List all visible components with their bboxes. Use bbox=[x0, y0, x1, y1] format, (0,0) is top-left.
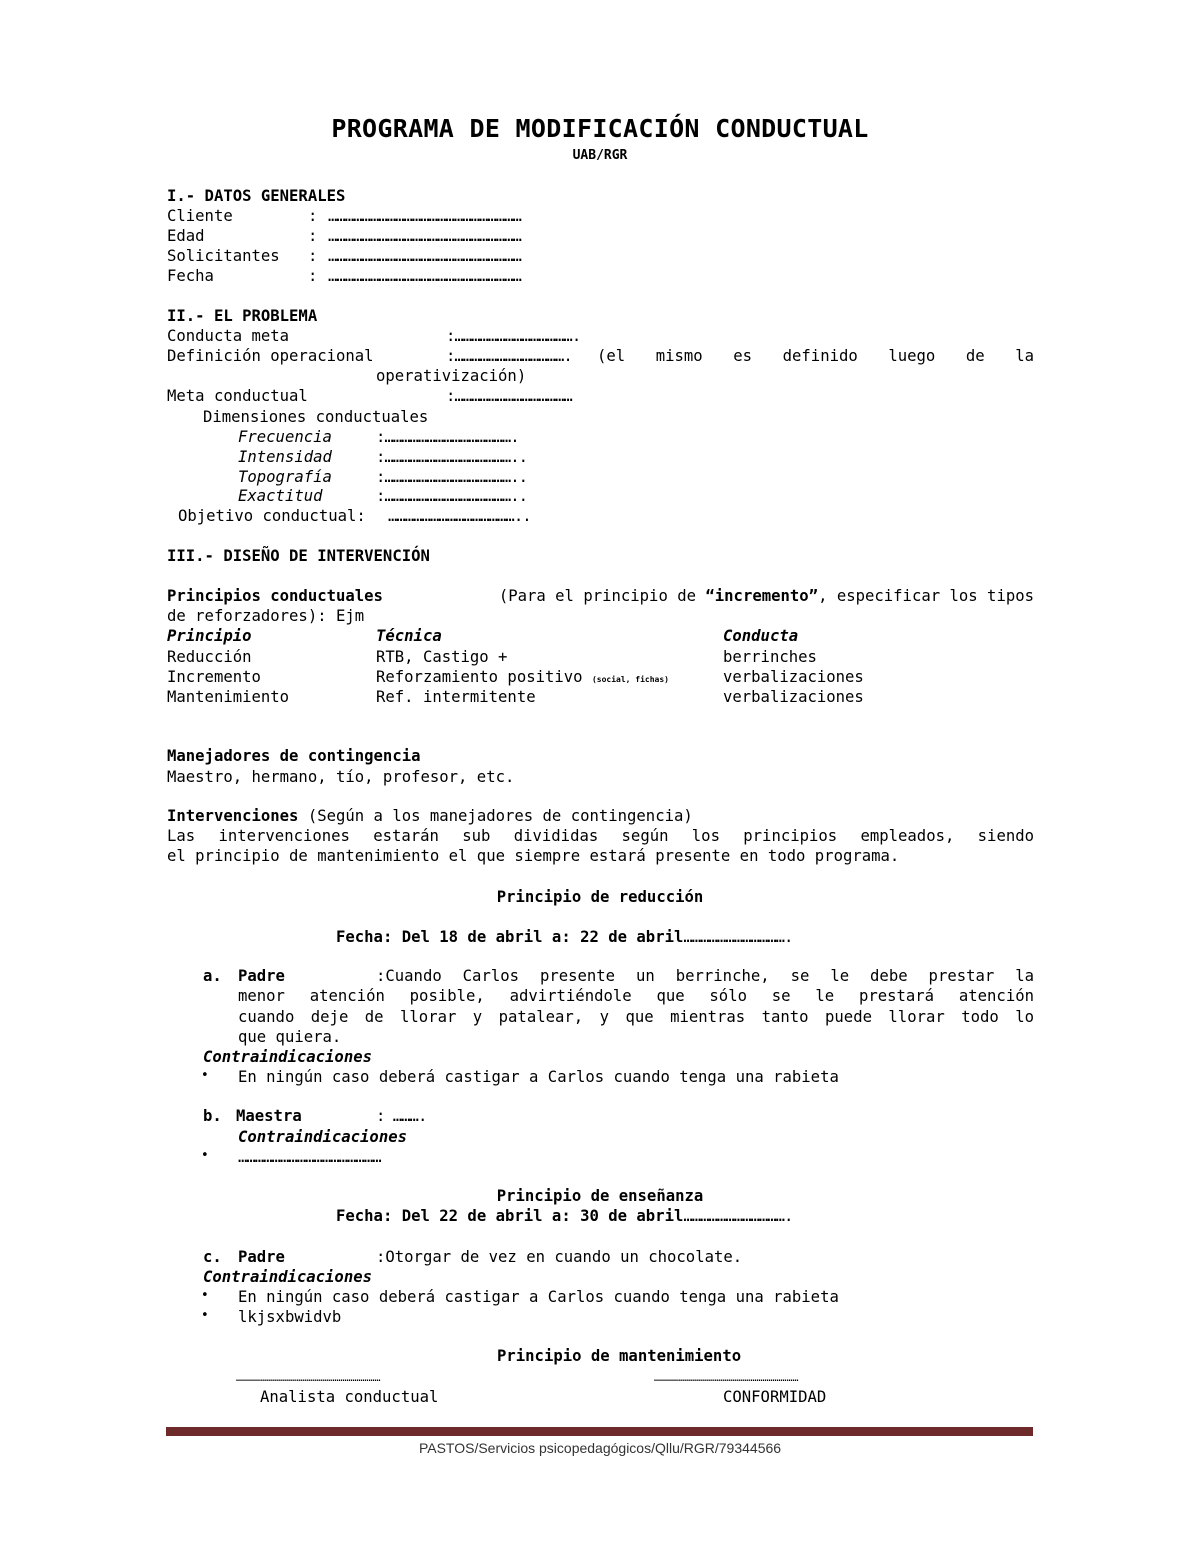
bullet-icon: • bbox=[201, 1308, 209, 1323]
table-cell-conducta: berrinches bbox=[723, 648, 817, 666]
intervenciones-line-1: Las intervenciones estarán sub divididas según los principios empleados, siendo bbox=[167, 827, 1034, 845]
item-b-value: : ………. bbox=[376, 1107, 427, 1125]
item-a-text-line: cuando deje de llorar y patalear, y que mientras tanto puede llorar todo lo bbox=[238, 1008, 1034, 1026]
field-fecha-value: …………………………………………………………… bbox=[328, 267, 521, 285]
field-colon: : bbox=[308, 227, 318, 245]
definicion-note-word: mismo bbox=[655, 347, 703, 365]
item-b-label: Maestra bbox=[236, 1107, 302, 1125]
field-colon: : bbox=[308, 247, 318, 265]
dimension-intensidad-label: Intensidad bbox=[238, 448, 332, 466]
definicion-note bbox=[597, 346, 1034, 366]
ensenanza-fecha-dots: ………………………………. bbox=[683, 1207, 793, 1225]
table-header-tecnica: Técnica bbox=[376, 627, 442, 645]
item-a-text-line: :Cuando Carlos presente un berrinche, se le debe prestar la bbox=[376, 967, 1034, 985]
field-solicitantes-label: Solicitantes bbox=[167, 247, 280, 265]
principios-line-1 bbox=[167, 586, 1034, 606]
item-c-bullet: En ningún caso deberá castigar a Carlos cuando tenga una rabieta bbox=[238, 1288, 839, 1306]
field-colon: : bbox=[308, 267, 318, 285]
intervenciones-note: (Según a los manejadores de contingencia) bbox=[307, 807, 693, 825]
intervenciones-line-2: el principio de mantenimiento el que siempre estará presente en todo programa. bbox=[167, 847, 900, 865]
table-cell-principio: Incremento bbox=[167, 668, 261, 686]
item-c-label: Padre bbox=[238, 1248, 285, 1266]
item-a-label: Padre bbox=[238, 967, 285, 985]
intervenciones-heading bbox=[167, 806, 693, 826]
definicion-note-word: (el bbox=[597, 347, 626, 365]
document-title: PROGRAMA DE MODIFICACIÓN CONDUCTUAL bbox=[331, 114, 869, 143]
definicion-note-word: de bbox=[965, 347, 985, 365]
principios-title: Principios conductuales bbox=[167, 587, 383, 605]
meta-conductual-value: :…………………………………… bbox=[446, 387, 572, 405]
ensenanza-fecha bbox=[336, 1206, 792, 1226]
principios-quote: “incremento” bbox=[705, 587, 819, 605]
signature-line-left: ……………………………………………………………… bbox=[236, 1373, 381, 1384]
bullet-icon: • bbox=[201, 1148, 209, 1163]
table-cell-conducta: verbalizaciones bbox=[723, 668, 864, 686]
item-b-contra-label: Contraindicaciones bbox=[238, 1128, 407, 1146]
item-a-marker: a. bbox=[203, 967, 222, 985]
signature-label-left: Analista conductual bbox=[260, 1388, 439, 1406]
objetivo-label: Objetivo conductual: bbox=[178, 507, 366, 525]
table-header-conducta: Conducta bbox=[723, 627, 799, 645]
principios-line-2: de reforzadores): Ejm bbox=[167, 607, 365, 625]
section-3-heading: III.- DISEÑO DE INTERVENCIÓN bbox=[167, 547, 430, 565]
tecnica-small-note: (social, fichas) bbox=[591, 675, 669, 684]
reduccion-fecha bbox=[336, 927, 792, 947]
section-2-heading: II.- EL PROBLEMA bbox=[167, 307, 318, 325]
item-a-text-last: que quiera. bbox=[238, 1028, 342, 1046]
definicion-value: :…………………………………. bbox=[446, 347, 572, 365]
footer-bar bbox=[166, 1427, 1033, 1436]
mantenimiento-title: Principio de mantenimiento bbox=[497, 1347, 742, 1365]
reduccion-fecha-dots: ………………………………. bbox=[683, 928, 793, 946]
reduccion-fecha-text: Fecha: Del 18 de abril a: 22 de abril bbox=[336, 928, 684, 946]
field-cliente-label: Cliente bbox=[167, 207, 233, 225]
tecnica-text: Reforzamiento positivo bbox=[376, 668, 592, 686]
footer-text: PASTOS/Servicios psicopedagógicos/Qllu/RGR/79344566 bbox=[418, 1440, 782, 1456]
document-subtitle: UAB/RGR bbox=[572, 148, 628, 163]
field-cliente-value: …………………………………………………………… bbox=[328, 207, 521, 225]
section-1-heading: I.- DATOS GENERALES bbox=[167, 187, 346, 205]
dimension-topografia-value: :……………………………………….. bbox=[376, 468, 527, 486]
item-a-bullet: En ningún caso deberá castigar a Carlos cuando tenga una rabieta bbox=[238, 1068, 839, 1086]
reduccion-title: Principio de reducción bbox=[496, 888, 704, 906]
signature-label-right: CONFORMIDAD bbox=[723, 1388, 827, 1406]
dimension-topografia-label: Topografía bbox=[238, 468, 332, 486]
dimension-intensidad-value: :……………………………………….. bbox=[376, 448, 527, 466]
table-cell-principio: Mantenimiento bbox=[167, 688, 290, 706]
item-b-marker: b. bbox=[203, 1107, 222, 1125]
table-cell-principio: Reducción bbox=[167, 648, 252, 666]
definicion-note-word: la bbox=[1015, 347, 1034, 365]
ensenanza-fecha-text: Fecha: Del 22 de abril a: 30 de abril bbox=[336, 1207, 684, 1225]
objetivo-value: ……………………………………….. bbox=[388, 507, 531, 525]
conducta-meta-value: :……………………………………. bbox=[446, 327, 581, 345]
item-c-text: :Otorgar de vez en cuando un chocolate. bbox=[376, 1248, 743, 1266]
meta-conductual-label: Meta conductual bbox=[167, 387, 308, 405]
item-a-contra-label: Contraindicaciones bbox=[203, 1048, 372, 1066]
table-cell-tecnica: RTB, Castigo + bbox=[376, 648, 508, 666]
bullet-icon: • bbox=[201, 1068, 209, 1083]
field-edad-value: …………………………………………………………… bbox=[328, 227, 521, 245]
conducta-meta-label: Conducta meta bbox=[167, 327, 290, 345]
table-cell-conducta: verbalizaciones bbox=[723, 688, 864, 706]
dimensiones-label: Dimensiones conductuales bbox=[203, 408, 429, 426]
definicion-note-word: definido bbox=[782, 347, 858, 365]
field-solicitantes-value: …………………………………………………………… bbox=[328, 247, 521, 265]
field-edad-label: Edad bbox=[167, 227, 205, 245]
item-c-bullet: lkjsxbwidvb bbox=[238, 1308, 342, 1326]
item-c-marker: c. bbox=[203, 1248, 222, 1266]
principios-note-start: (Para el principio de bbox=[498, 587, 696, 605]
principios-note-end: , especificar los tipos bbox=[818, 587, 1034, 605]
signature-line-right: ……………………………………………………………… bbox=[654, 1373, 799, 1384]
intervenciones-title: Intervenciones bbox=[167, 807, 299, 825]
bullet-icon: • bbox=[201, 1288, 209, 1303]
item-c-contra-label: Contraindicaciones bbox=[203, 1268, 372, 1286]
ensenanza-title: Principio de enseñanza bbox=[496, 1187, 704, 1205]
table-cell-tecnica: Ref. intermitente bbox=[376, 688, 536, 706]
dimension-exactitud-label: Exactitud bbox=[238, 487, 323, 505]
dimension-frecuencia-value: :………………………………………. bbox=[376, 428, 519, 446]
definicion-note-word: es bbox=[733, 347, 753, 365]
dimension-exactitud-value: :……………………………………….. bbox=[376, 487, 527, 505]
principios-note bbox=[499, 586, 1034, 606]
definicion-label: Definición operacional bbox=[167, 347, 374, 365]
item-b-bullet: …………………………………………… bbox=[238, 1148, 381, 1166]
field-colon: : bbox=[308, 207, 318, 225]
manejadores-text: Maestro, hermano, tío, profesor, etc. bbox=[167, 768, 515, 786]
definicion-note-continued: operativización) bbox=[376, 367, 527, 385]
definicion-note-word: luego bbox=[888, 347, 936, 365]
field-fecha-label: Fecha bbox=[167, 267, 214, 285]
item-a-text-line: menor atención posible, advirtiéndole que sólo se le prestará atención bbox=[238, 987, 1034, 1005]
dimension-frecuencia-label: Frecuencia bbox=[238, 428, 332, 446]
manejadores-title: Manejadores de contingencia bbox=[167, 747, 421, 765]
table-header-principio: Principio bbox=[167, 627, 252, 645]
